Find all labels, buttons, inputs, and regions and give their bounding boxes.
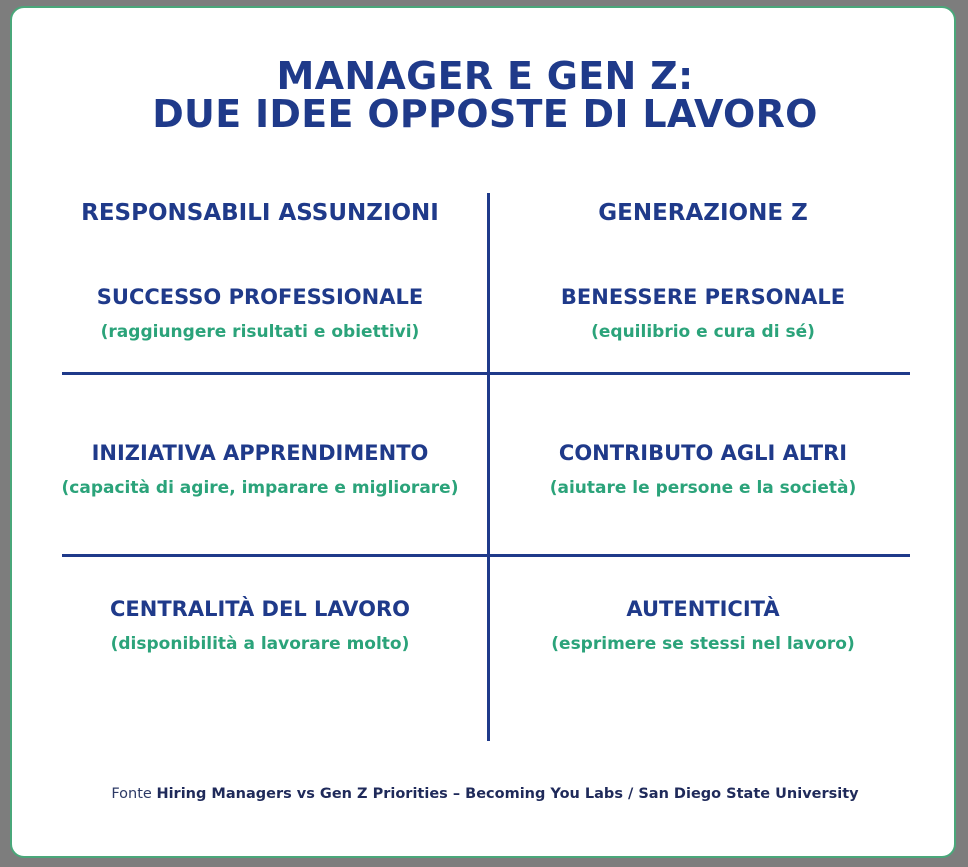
row-1-right-title: BENESSERE PERSONALE xyxy=(560,285,846,309)
horizontal-divider-1 xyxy=(62,372,910,375)
row-3-left-title: CENTRALITÀ DEL LAVORO xyxy=(110,597,410,621)
row-1-right-subtitle: (equilibrio e cura di sé) xyxy=(591,322,815,342)
row-3-right-subtitle: (esprimere se stessi nel lavoro) xyxy=(551,634,855,654)
source-text: Hiring Managers vs Gen Z Priorities – Becoming You Labs / San Diego State University xyxy=(156,786,859,802)
row-2-right-title: CONTRIBUTO AGLI ALTRI xyxy=(558,441,848,465)
row-2-right-subtitle: (aiutare le persone e la società) xyxy=(549,478,857,498)
row-1-left-subtitle: (raggiungere risultati e obiettivi) xyxy=(100,322,420,342)
source-label: Fonte xyxy=(111,786,152,802)
title-line-2: DUE IDEE OPPOSTE DI LAVORO xyxy=(152,92,818,136)
vertical-divider xyxy=(487,193,490,741)
row-1-left-title: SUCCESSO PROFESSIONALE xyxy=(96,285,424,309)
column-header-gen-z: GENERAZIONE Z xyxy=(598,200,808,226)
row-3-left-subtitle: (disponibilità a lavorare molto) xyxy=(110,634,410,654)
source-note xyxy=(12,783,958,805)
infographic-card xyxy=(10,6,956,858)
row-2-left-subtitle: (capacità di agire, imparare e migliorare) xyxy=(61,478,459,498)
column-header-hiring-managers: RESPONSABILI ASSUNZIONI xyxy=(81,200,439,226)
horizontal-divider-2 xyxy=(62,554,910,557)
row-2-left-title: INIZIATIVA APPRENDIMENTO xyxy=(91,441,429,465)
title-line-1: MANAGER E GEN Z: xyxy=(276,54,694,98)
row-3-right-title: AUTENTICITÀ xyxy=(626,597,780,621)
